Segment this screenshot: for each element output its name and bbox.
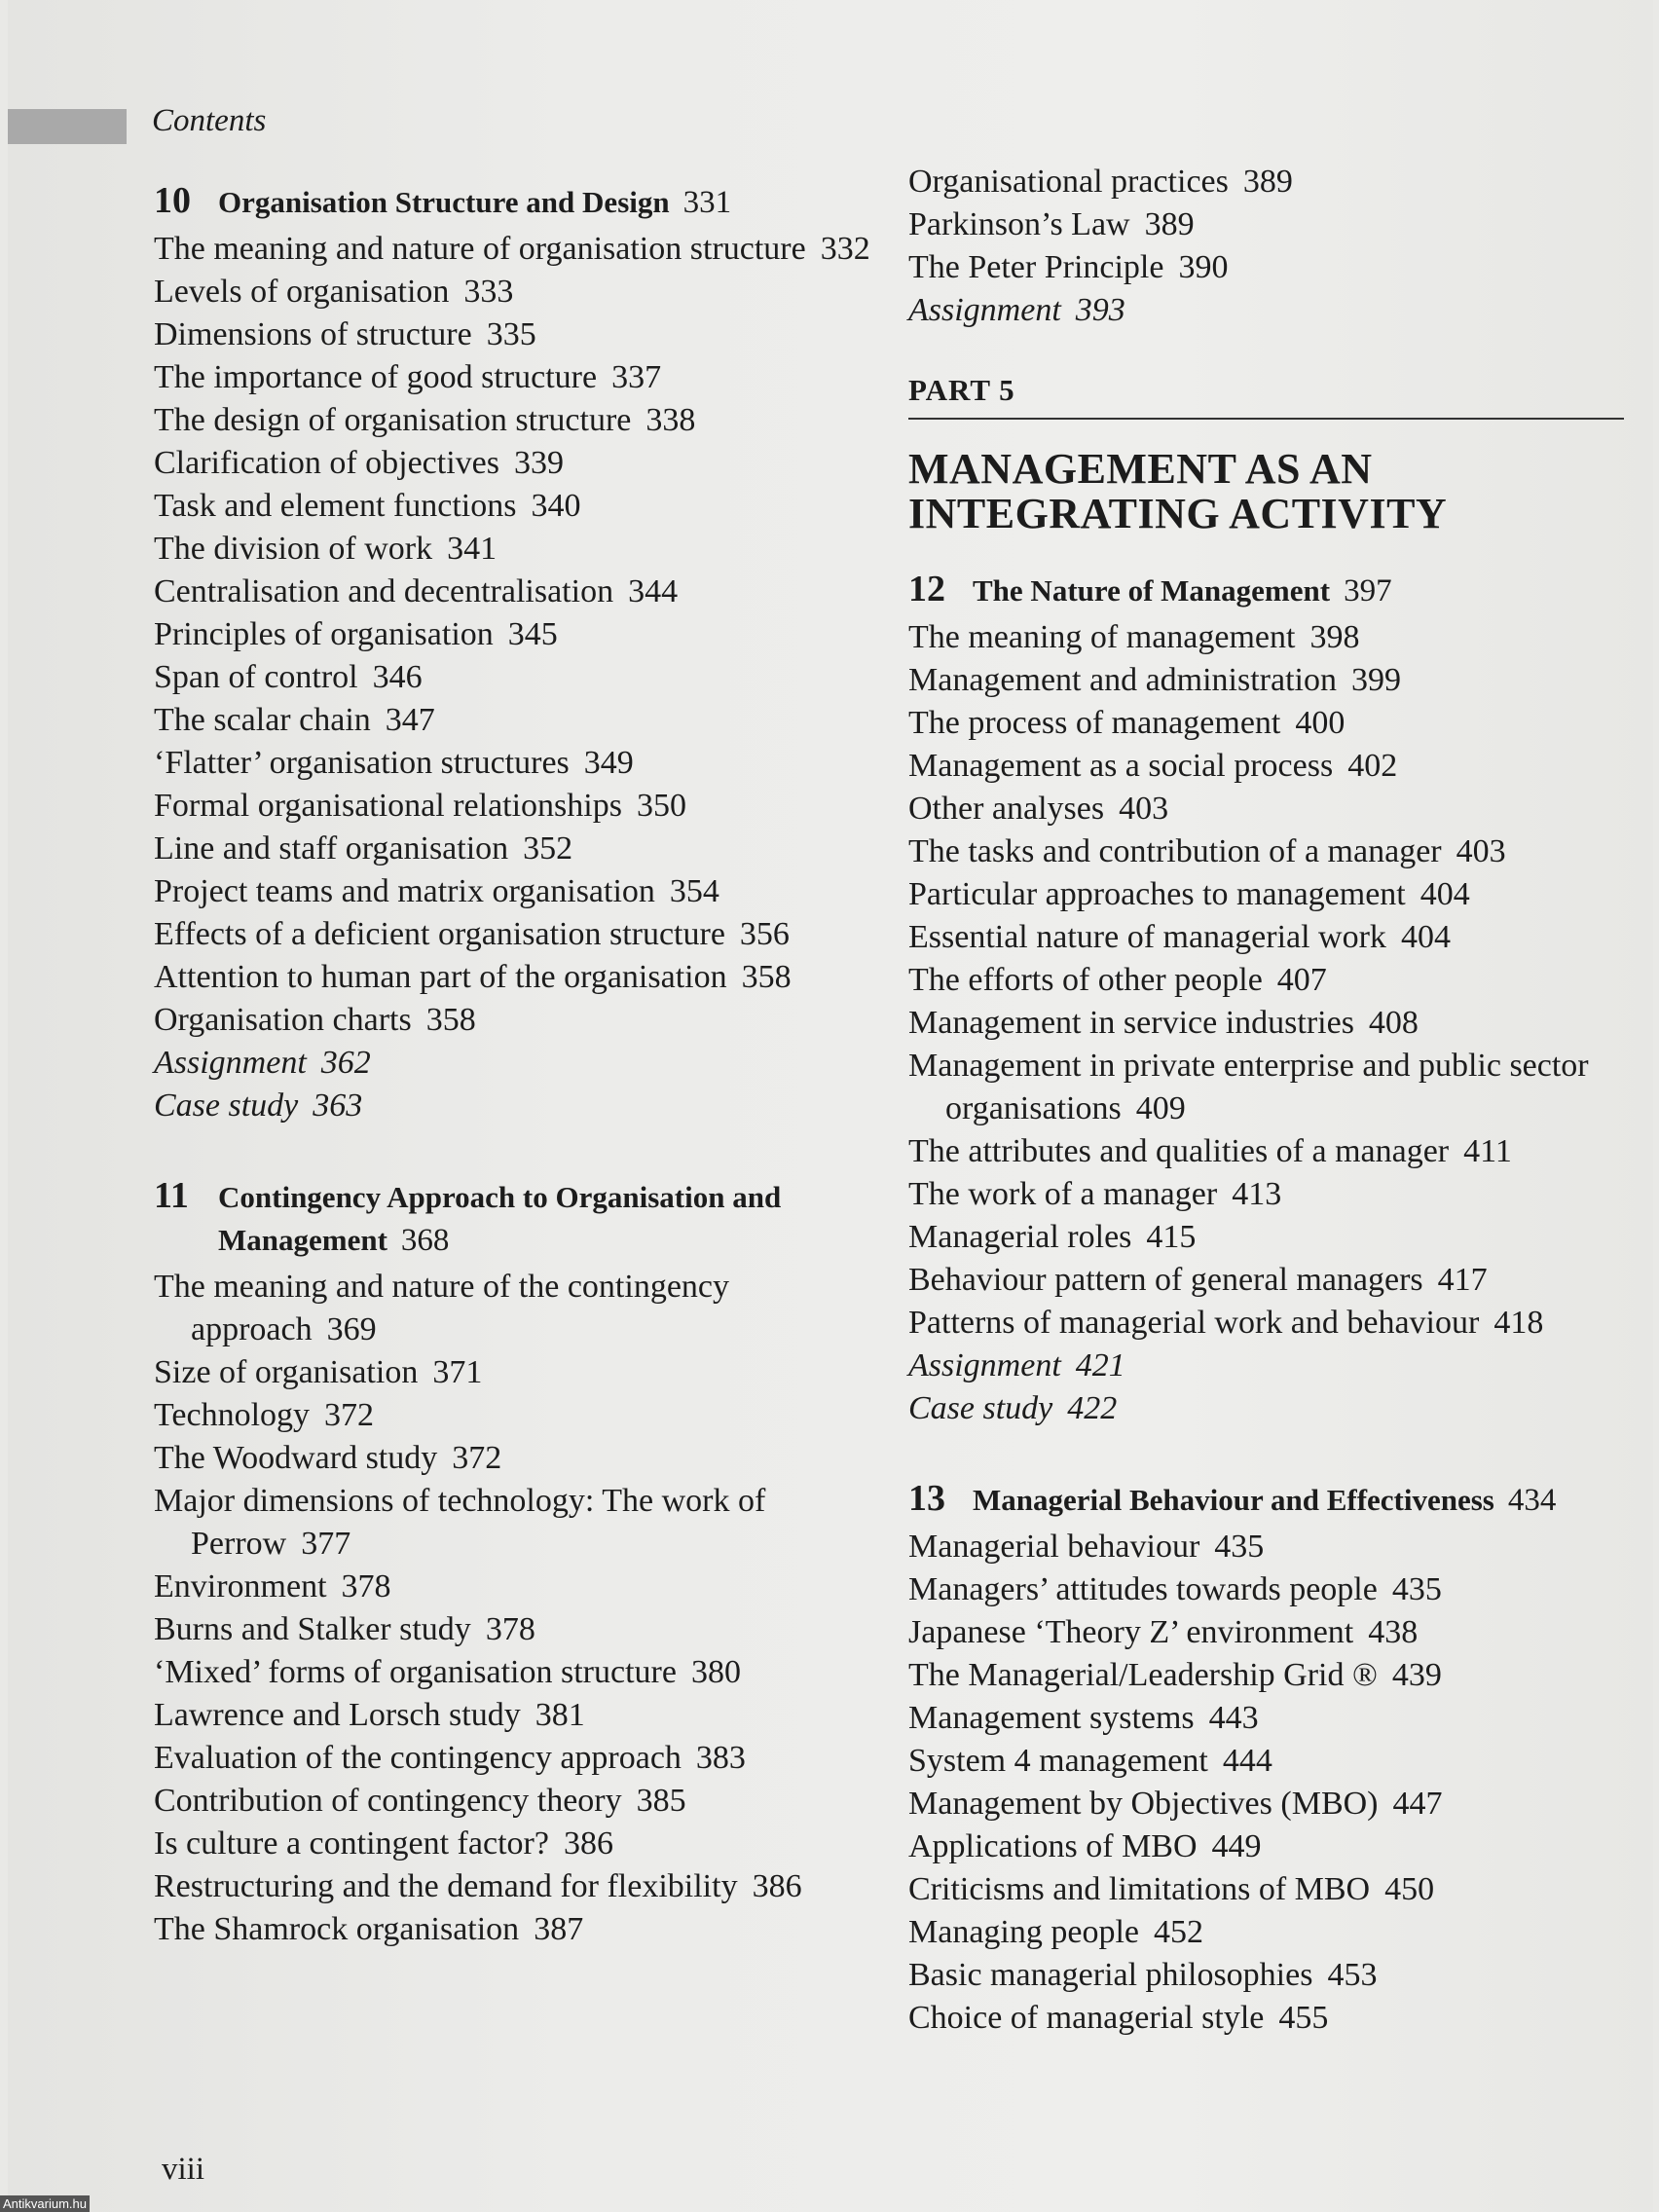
book-page	[8, 0, 1653, 2212]
page-number: viii	[162, 2152, 205, 2187]
toc-entry-title: The Woodward study	[154, 1440, 438, 1476]
toc-entry-title: Management by Objectives (MBO)	[908, 1786, 1379, 1822]
toc-entry	[154, 442, 894, 485]
toc-entry	[908, 1259, 1639, 1302]
toc-entry-page: 372	[452, 1440, 502, 1476]
part-label: PART 5	[908, 373, 1624, 420]
toc-entry-page: 399	[1351, 662, 1401, 698]
toc-entry-page: 352	[523, 830, 573, 866]
toc-entry	[154, 956, 894, 999]
toc-entry-title: The Managerial/Leadership Grid ®	[908, 1657, 1378, 1693]
toc-entry	[908, 1045, 1639, 1130]
toc-entry	[908, 1868, 1639, 1911]
toc-entry-page: 346	[372, 659, 423, 695]
toc-entry	[154, 1437, 894, 1480]
toc-entry-page: 381	[535, 1697, 585, 1733]
toc-entry-page: 439	[1391, 1657, 1442, 1693]
running-head: Contents	[152, 103, 267, 138]
chapter-heading-12	[908, 568, 1639, 612]
chapter-title	[973, 570, 1392, 612]
chapter-number: 10	[154, 180, 191, 221]
toc-entry-title: Technology	[154, 1397, 311, 1433]
toc-entry-page: 378	[341, 1568, 391, 1604]
toc-entry-title: The importance of good structure	[154, 359, 598, 395]
toc-entry	[908, 1387, 1639, 1430]
toc-entry	[908, 873, 1639, 916]
toc-entry-title: The Peter Principle	[908, 249, 1164, 285]
toc-entry-page: 415	[1146, 1219, 1197, 1255]
toc-list-ch11-continued	[908, 161, 1639, 332]
toc-entry-title: The division of work	[154, 531, 433, 567]
toc-entry-page: 438	[1368, 1614, 1419, 1650]
toc-entry-title: Clarification of objectives	[154, 445, 499, 481]
toc-entry-title: Project teams and matrix organisation	[154, 873, 655, 909]
toc-entry	[908, 916, 1639, 959]
toc-entry-page: 362	[320, 1045, 371, 1081]
toc-entry-title: The meaning of management	[908, 619, 1296, 655]
toc-entry	[908, 1568, 1639, 1611]
toc-entry-page: 377	[301, 1526, 351, 1562]
part-title-line: MANAGEMENT AS AN	[908, 445, 1373, 493]
toc-entry	[154, 999, 894, 1042]
toc-entry-page: 447	[1392, 1786, 1443, 1822]
toc-entry-title: Organisational practices	[908, 164, 1229, 200]
toc-entry	[154, 1780, 894, 1823]
toc-entry-page: 338	[645, 402, 696, 438]
toc-entry-title: Levels of organisation	[154, 274, 450, 310]
toc-entry	[154, 399, 894, 442]
toc-entry-title: The process of management	[908, 705, 1281, 741]
toc-entry	[908, 702, 1639, 745]
toc-entry-title: Environment	[154, 1568, 327, 1604]
toc-entry-title: The scalar chain	[154, 702, 371, 738]
toc-entry-page: 337	[611, 359, 662, 395]
toc-entry	[154, 656, 894, 699]
toc-entry	[154, 699, 894, 742]
toc-entry-title: ‘Mixed’ forms of organisation structure	[154, 1654, 677, 1690]
toc-entry-title: Patterns of managerial work and behaviour	[908, 1305, 1480, 1341]
toc-entry-title: Management in private enterprise and public sector organisations	[908, 1048, 1589, 1126]
toc-entry-title: The Shamrock organisation	[154, 1911, 520, 1947]
watermark: Antikvarium.hu	[0, 2195, 90, 2212]
toc-entry	[154, 1085, 894, 1127]
toc-entry-page: 449	[1211, 1828, 1262, 1864]
toc-entry-title: Effects of a deficient organisation structure	[154, 916, 725, 952]
toc-entry-page: 435	[1391, 1571, 1442, 1607]
toc-entry-title: Choice of managerial style	[908, 2000, 1265, 2036]
chapter-title-text: Contingency Approach to Organisation and Management	[218, 1180, 782, 1257]
toc-entry-page: 407	[1276, 962, 1327, 998]
chapter-title-text: Organisation Structure and Design	[218, 185, 670, 219]
toc-entry	[154, 313, 894, 356]
toc-entry-page: 383	[695, 1740, 746, 1776]
toc-entry-page: 435	[1214, 1529, 1265, 1565]
toc-entry-page: 403	[1456, 833, 1506, 869]
toc-entry-title: Is culture a contingent factor?	[154, 1825, 549, 1862]
toc-entry-page: 371	[432, 1354, 483, 1390]
toc-entry-page: 443	[1208, 1700, 1259, 1736]
toc-entry	[908, 616, 1639, 659]
toc-entry-page: 332	[820, 231, 870, 267]
toc-entry-page: 369	[326, 1311, 377, 1347]
part-title-line: INTEGRATING ACTIVITY	[908, 490, 1448, 537]
toc-entry-page: 422	[1067, 1390, 1118, 1426]
toc-entry-title: Essential nature of managerial work	[908, 919, 1386, 955]
toc-entry-title: The meaning and nature of the contingency approach	[154, 1269, 729, 1347]
toc-entry-page: 390	[1178, 249, 1229, 285]
toc-entry	[908, 1002, 1639, 1045]
toc-entry-title: The attributes and qualities of a manager	[908, 1133, 1450, 1169]
chapter-heading-11	[154, 1174, 894, 1262]
toc-entry-title: Managerial roles	[908, 1219, 1132, 1255]
toc-entry-page: 389	[1144, 206, 1195, 242]
chapter-page: 397	[1344, 573, 1392, 608]
toc-entry	[154, 1737, 894, 1780]
toc-entry-title: Management and administration	[908, 662, 1337, 698]
toc-entry-page: 455	[1278, 2000, 1329, 2036]
toc-entry-title: Particular approaches to management	[908, 876, 1406, 912]
toc-entry-page: 339	[514, 445, 564, 481]
toc-entry-title: Applications of MBO	[908, 1828, 1198, 1864]
toc-entry-title: Managerial behaviour	[908, 1529, 1200, 1565]
toc-entry	[908, 1216, 1639, 1259]
toc-list-ch11	[154, 1266, 894, 1951]
chapter-title	[218, 1176, 894, 1262]
toc-entry-title: Size of organisation	[154, 1354, 419, 1390]
toc-entry	[154, 1394, 894, 1437]
toc-entry-title: Case study	[154, 1088, 299, 1124]
toc-entry-page: 340	[531, 488, 581, 524]
toc-entry-page: 333	[463, 274, 514, 310]
toc-list-ch12	[908, 616, 1639, 1430]
toc-entry	[908, 1173, 1639, 1216]
toc-entry	[908, 1740, 1639, 1783]
toc-entry	[154, 1566, 894, 1608]
toc-entry-page: 386	[752, 1868, 802, 1904]
toc-entry-title: Span of control	[154, 659, 358, 695]
toc-entry-page: 386	[563, 1825, 613, 1862]
toc-entry-page: 404	[1400, 919, 1451, 955]
chapter-number: 12	[908, 569, 945, 609]
toc-entry-title: Assignment	[154, 1045, 307, 1081]
toc-entry-page: 453	[1327, 1957, 1378, 1993]
toc-entry-page: 358	[741, 959, 792, 995]
toc-entry	[154, 1908, 894, 1951]
toc-entry-page: 363	[313, 1088, 363, 1124]
toc-entry-page: 372	[324, 1397, 375, 1433]
toc-entry-page: 349	[583, 745, 634, 781]
toc-entry	[154, 485, 894, 528]
toc-entry	[908, 745, 1639, 788]
chapter-number: 13	[908, 1478, 945, 1519]
toc-entry-title: Centralisation and decentralisation	[154, 573, 614, 609]
toc-entry-title: Management as a social process	[908, 748, 1334, 784]
toc-entry-title: Criticisms and limitations of MBO	[908, 1871, 1371, 1907]
toc-entry-title: Line and staff organisation	[154, 830, 509, 866]
toc-entry-title: Evaluation of the contingency approach	[154, 1740, 682, 1776]
toc-entry	[908, 1654, 1639, 1697]
toc-entry-page: 418	[1493, 1305, 1544, 1341]
toc-entry-page: 450	[1384, 1871, 1435, 1907]
toc-entry	[154, 271, 894, 313]
toc-entry	[908, 1997, 1639, 2040]
toc-entry-page: 400	[1295, 705, 1346, 741]
toc-entry-title: Management in service industries	[908, 1005, 1354, 1041]
toc-entry-title: Formal organisational relationships	[154, 788, 622, 824]
chapter-page: 331	[682, 185, 732, 220]
toc-entry-title: Japanese ‘Theory Z’ environment	[908, 1614, 1354, 1650]
toc-entry-title: The design of organisation structure	[154, 402, 632, 438]
toc-entry	[154, 1608, 894, 1651]
toc-entry	[908, 959, 1639, 1002]
toc-entry	[154, 1480, 894, 1566]
toc-entry-page: 403	[1119, 791, 1169, 827]
left-column	[154, 173, 894, 1951]
chapter-page: 368	[400, 1223, 450, 1258]
toc-entry	[154, 1823, 894, 1865]
toc-entry-title: Managing people	[908, 1914, 1139, 1950]
toc-entry-page: 358	[425, 1002, 476, 1038]
toc-entry-title: Attention to human part of the organisation	[154, 959, 727, 995]
chapter-number: 11	[154, 1175, 189, 1216]
toc-entry	[154, 613, 894, 656]
toc-entry	[154, 1351, 894, 1394]
toc-entry	[154, 742, 894, 785]
toc-entry-page: 404	[1419, 876, 1470, 912]
toc-entry-page: 452	[1154, 1914, 1203, 1950]
toc-entry	[908, 788, 1639, 830]
chapter-heading-10	[154, 179, 894, 224]
toc-entry	[154, 356, 894, 399]
toc-entry-title: Contribution of contingency theory	[154, 1783, 622, 1819]
toc-entry	[908, 1345, 1639, 1387]
toc-entry-title: Assignment	[908, 292, 1061, 328]
toc-entry-title: Lawrence and Lorsch study	[154, 1697, 521, 1733]
toc-entry	[154, 571, 894, 613]
part-title	[908, 447, 1639, 536]
toc-entry-title: Parkinson’s Law	[908, 206, 1130, 242]
toc-entry-page: 354	[669, 873, 719, 909]
toc-entry-page: 347	[385, 702, 435, 738]
toc-entry-title: Principles of organisation	[154, 616, 494, 652]
toc-entry	[154, 1042, 894, 1085]
toc-entry-title: Other analyses	[908, 791, 1105, 827]
toc-entry-page: 402	[1347, 748, 1398, 784]
toc-entry-page: 421	[1075, 1347, 1125, 1383]
right-column	[908, 161, 1639, 2040]
toc-entry	[908, 659, 1639, 702]
toc-entry-page: 350	[636, 788, 686, 824]
toc-entry	[908, 289, 1639, 332]
toc-entry	[908, 1526, 1639, 1568]
toc-entry-page: 345	[507, 616, 558, 652]
toc-entry-page: 344	[628, 573, 679, 609]
chapter-title	[973, 1479, 1556, 1522]
toc-entry	[154, 1694, 894, 1737]
toc-entry	[908, 161, 1639, 203]
toc-entry-page: 341	[447, 531, 498, 567]
toc-entry	[908, 830, 1639, 873]
toc-entry-title: Basic managerial philosophies	[908, 1957, 1313, 1993]
toc-entry-title: Managers’ attitudes towards people	[908, 1571, 1378, 1607]
toc-entry-title: ‘Flatter’ organisation structures	[154, 745, 570, 781]
toc-entry	[908, 246, 1639, 289]
toc-list-ch13	[908, 1526, 1639, 2040]
toc-entry-page: 411	[1463, 1133, 1512, 1169]
toc-entry-title: The tasks and contribution of a manager	[908, 833, 1442, 869]
chapter-title-text: Managerial Behaviour and Effectiveness	[973, 1483, 1494, 1517]
toc-entry-title: The meaning and nature of organisation structure	[154, 231, 806, 267]
chapter-heading-13	[908, 1477, 1639, 1522]
toc-entry-page: 444	[1222, 1743, 1272, 1779]
toc-entry-title: Burns and Stalker study	[154, 1611, 471, 1647]
toc-entry	[154, 228, 894, 271]
toc-entry-page: 417	[1437, 1262, 1488, 1298]
toc-entry	[154, 828, 894, 870]
toc-entry-title: The work of a manager	[908, 1176, 1218, 1212]
toc-entry	[154, 1651, 894, 1694]
toc-entry-title: Organisation charts	[154, 1002, 412, 1038]
toc-entry-title: System 4 management	[908, 1743, 1208, 1779]
chapter-title	[218, 181, 731, 224]
toc-entry	[908, 1302, 1639, 1345]
toc-entry	[154, 528, 894, 571]
toc-entry-page: 378	[485, 1611, 535, 1647]
header-tab-bar	[8, 109, 127, 144]
toc-entry-title: Case study	[908, 1390, 1053, 1426]
toc-entry	[154, 870, 894, 913]
toc-entry	[908, 1611, 1639, 1654]
toc-entry-title: Management systems	[908, 1700, 1195, 1736]
chapter-page: 434	[1507, 1483, 1557, 1518]
toc-entry-page: 356	[739, 916, 790, 952]
toc-entry	[908, 1825, 1639, 1868]
toc-entry	[154, 1865, 894, 1908]
toc-entry-page: 393	[1075, 292, 1125, 328]
toc-entry-page: 408	[1368, 1005, 1419, 1041]
toc-entry-title: Behaviour pattern of general managers	[908, 1262, 1423, 1298]
toc-entry	[908, 1911, 1639, 1954]
toc-entry-page: 389	[1242, 164, 1293, 200]
toc-entry	[154, 785, 894, 828]
toc-entry-page: 387	[534, 1911, 584, 1947]
chapter-title-text: The Nature of Management	[973, 573, 1331, 608]
toc-entry	[908, 1697, 1639, 1740]
toc-entry-title: Dimensions of structure	[154, 316, 472, 352]
toc-entry-page: 398	[1309, 619, 1360, 655]
toc-entry-title: Restructuring and the demand for flexibility	[154, 1868, 738, 1904]
toc-entry	[908, 1783, 1639, 1825]
toc-entry	[908, 1954, 1639, 1997]
toc-entry	[908, 203, 1639, 246]
toc-entry	[154, 913, 894, 956]
toc-entry-title: Major dimensions of technology: The work of Perrow	[154, 1483, 766, 1562]
toc-entry-title: Assignment	[908, 1347, 1061, 1383]
toc-entry	[154, 1266, 894, 1351]
toc-list-ch10	[154, 228, 894, 1127]
toc-entry-page: 335	[486, 316, 536, 352]
toc-entry-page: 413	[1232, 1176, 1282, 1212]
toc-entry-page: 380	[690, 1654, 741, 1690]
toc-entry-page: 409	[1135, 1090, 1186, 1126]
toc-entry-page: 385	[636, 1783, 686, 1819]
toc-entry-title: Task and element functions	[154, 488, 517, 524]
toc-entry-title: The efforts of other people	[908, 962, 1263, 998]
toc-entry	[908, 1130, 1639, 1173]
